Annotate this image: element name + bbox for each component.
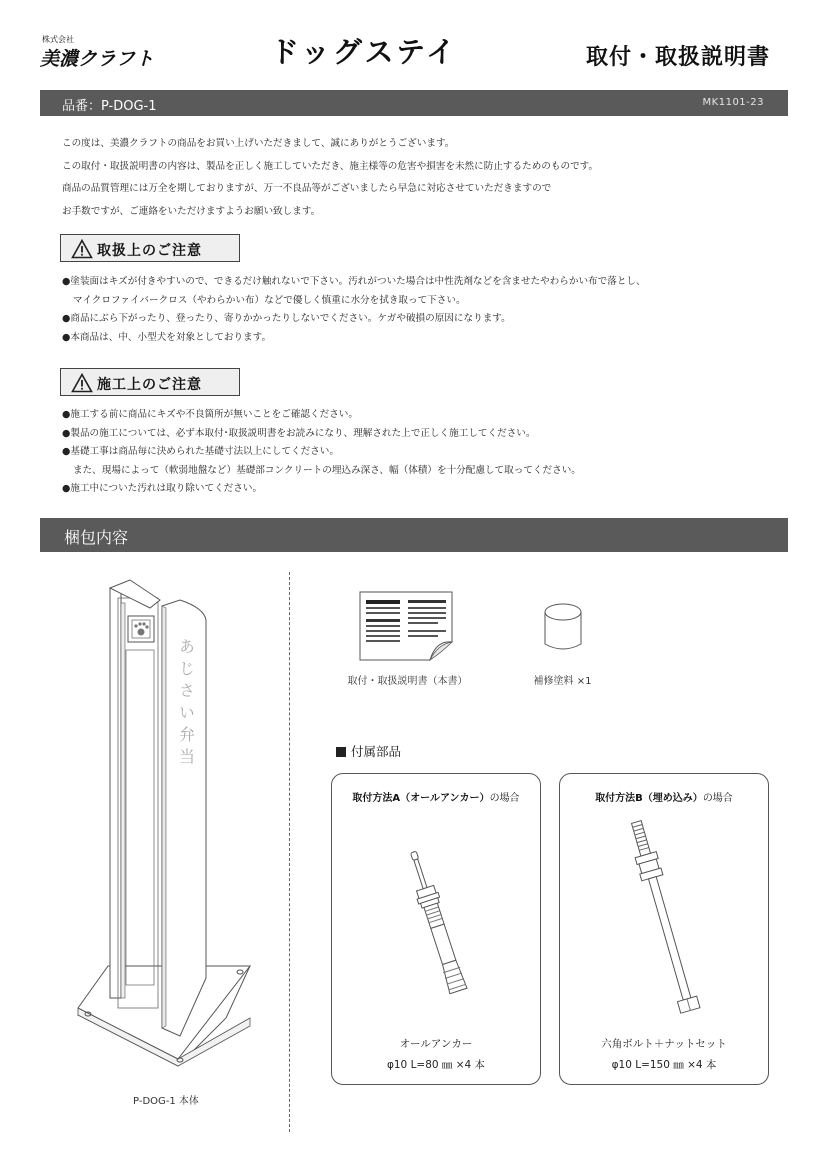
touch-up-paint-illustration bbox=[540, 600, 586, 656]
list-item: ●塗装面はキズが付きやすいので、できるだけ触れないで下さい。汚れがついた場合は中性洗剤などを含ませたやわらかい布で落とし、 bbox=[62, 276, 646, 287]
method-b-title bbox=[560, 789, 768, 804]
dog-stay-body-illustration bbox=[70, 578, 270, 1078]
method-a-part-name: オールアンカー bbox=[399, 1038, 473, 1050]
method-a-box bbox=[331, 773, 541, 1085]
install-caution-heading bbox=[60, 368, 240, 396]
section-divider bbox=[289, 572, 290, 1132]
method-b-part-name: 六角ボルト＋ナットセット bbox=[601, 1038, 727, 1050]
install-caution-list bbox=[62, 406, 581, 499]
list-item: マイクロファイバークロス（やわらかい布）などで優しく慎重に水分を拭き取って下さい。 bbox=[73, 294, 466, 306]
square-bullet-icon bbox=[336, 747, 346, 757]
method-b-spec: φ10 L=150 ㎜ ×4 本 bbox=[611, 1059, 717, 1071]
method-a-title-bold: 取付方法A（オールアンカー） bbox=[352, 793, 490, 804]
list-item: ●施工する前に商品にキズや不良箇所が無いことをご確認ください。 bbox=[62, 409, 358, 420]
main-body-caption: P-DOG-1 本体 bbox=[133, 1096, 199, 1107]
intro-text bbox=[62, 133, 598, 223]
intro-line: 商品の品質管理には万全を期しておりますが、万一不良品等がございましたら早急に対応させていただきますので bbox=[62, 183, 552, 194]
company-logo: 美濃クラフト bbox=[40, 48, 155, 70]
package-section-bar bbox=[40, 518, 788, 552]
method-b-box bbox=[559, 773, 769, 1085]
list-item: また、現場によって（軟弱地盤など）基礎部コンクリートの埋込み深さ、幅（体積）を十分配慮して取ってください。 bbox=[73, 464, 581, 476]
list-item: ●基礎工事は商品毎に決められた基礎寸法以上にしてください。 bbox=[62, 446, 339, 457]
list-item: ●本商品は、中、小型犬を対象としております。 bbox=[62, 331, 272, 343]
intro-line: お手数ですが、ご連絡をいただけますようお願い致します。 bbox=[62, 205, 321, 217]
method-b-title-bold: 取付方法B（埋め込み） bbox=[595, 793, 703, 804]
document-code: MK1101-23 bbox=[702, 97, 764, 108]
parts-heading bbox=[336, 742, 401, 760]
method-b-title-suffix: の場合 bbox=[702, 793, 733, 804]
manual-illustration bbox=[358, 590, 454, 662]
manual-caption: 取付・取扱説明書（本書） bbox=[347, 676, 468, 687]
document-title: 取付・取扱説明書 bbox=[586, 45, 771, 70]
method-a-spec: φ10 L=80 ㎜ ×4 本 bbox=[386, 1059, 486, 1071]
package-section-title: 梱包内容 bbox=[64, 528, 129, 547]
parts-heading-label: 付属部品 bbox=[351, 744, 402, 759]
handling-caution-heading bbox=[60, 234, 240, 262]
nameplate-text: あじさい弁当 bbox=[176, 638, 196, 770]
warning-icon bbox=[71, 373, 93, 393]
company-prefix: 株式会社 bbox=[42, 35, 74, 44]
model-bar bbox=[40, 90, 788, 116]
list-item: ●製品の施工については、必ず本取付･取扱説明書をお読みになり、理解された上で正しく施工してください。 bbox=[62, 427, 536, 439]
paint-caption: 補修塗料 ×1 bbox=[533, 676, 592, 687]
install-caution-title: 施工上のご注意 bbox=[97, 377, 202, 393]
all-anchor-illustration bbox=[394, 846, 484, 1016]
handling-caution-title: 取扱上のご注意 bbox=[97, 243, 202, 259]
handling-caution-list bbox=[62, 273, 646, 347]
hex-bolt-illustration bbox=[610, 814, 720, 1029]
method-a-title-suffix: の場合 bbox=[489, 793, 520, 804]
product-name: ドッグステイ bbox=[270, 35, 458, 69]
intro-line: この度は、美濃クラフトの商品をお買い上げいただきまして、誠にありがとうございます。 bbox=[62, 138, 455, 149]
warning-icon bbox=[71, 239, 93, 259]
list-item: ●商品にぶら下がったり、登ったり、寄りかかったりしないでください。ケガや破損の原因になります。 bbox=[62, 313, 511, 324]
method-a-title bbox=[332, 789, 540, 804]
model-number: 品番：P-DOG-1 bbox=[62, 99, 157, 114]
intro-line: この取付・取扱説明書の内容は、製品を正しく施工していただき、施主様等の危害や損害を未然に防止するためのものです。 bbox=[62, 160, 599, 172]
list-item: ●施工中についた汚れは取り除いてください。 bbox=[62, 483, 263, 494]
